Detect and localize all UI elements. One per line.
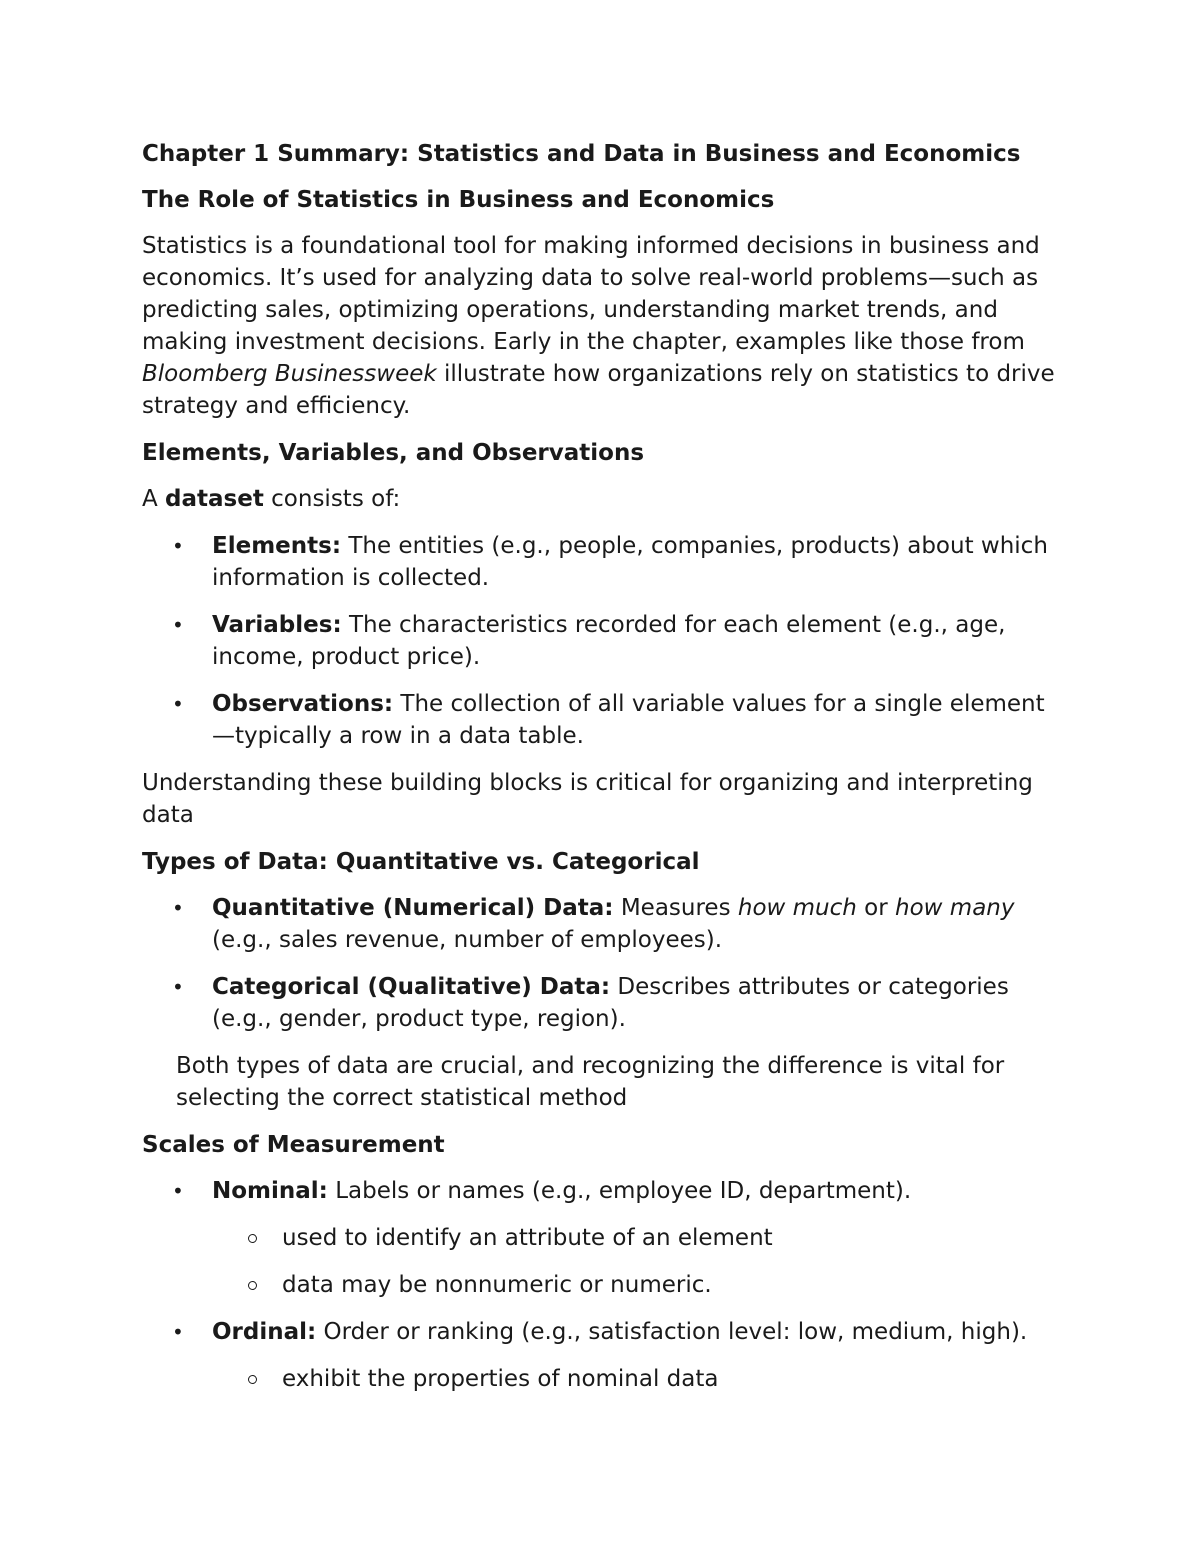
ordinal-sublist bbox=[212, 1363, 1062, 1395]
section-heading-types-of-data: Types of Data: Quantitative vs. Categorical bbox=[142, 849, 700, 875]
paragraph-building-blocks: Understanding these building blocks is critical for organizing and interpreting data bbox=[142, 770, 1033, 828]
paragraph-both-types: Both types of data are crucial, and recognizing the difference is vital for selecting the correct statistical method bbox=[176, 1053, 1005, 1111]
list-item: • Quantitative (Numerical) Data: Measures how much or how many (e.g., sales revenue, number of employees). bbox=[142, 892, 1062, 956]
sub-list-item: exhibit the properties of nominal data bbox=[212, 1363, 1062, 1395]
sub-list-item: used to identify an attribute of an element bbox=[212, 1222, 1062, 1254]
list-item: • Categorical (Qualitative) Data: Describes attributes or categories (e.g., gender, product type, region). bbox=[142, 971, 1062, 1035]
document-page bbox=[142, 138, 1062, 1410]
section-heading-scales: Scales of Measurement bbox=[142, 1132, 445, 1158]
section-heading-elements: Elements, Variables, and Observations bbox=[142, 440, 645, 466]
list-item: • Variables: The characteristics recorded for each element (e.g., age, income, product price). bbox=[142, 609, 1062, 673]
circle-bullet-icon bbox=[248, 1375, 257, 1384]
publication-name: Bloomberg Businessweek bbox=[142, 361, 437, 387]
data-types-list bbox=[142, 892, 1062, 1035]
dataset-components-list bbox=[142, 530, 1062, 752]
list-item: • Ordinal: Order or ranking (e.g., satisfaction level: low, medium, high). exhibit the properties of nominal data bbox=[142, 1316, 1062, 1395]
list-item: • Observations: The collection of all variable values for a single element—typically a row in a data table. bbox=[142, 688, 1062, 752]
circle-bullet-icon bbox=[248, 1234, 257, 1243]
scales-list bbox=[142, 1175, 1062, 1395]
bullet-icon: • bbox=[172, 692, 184, 716]
bullet-icon: • bbox=[172, 975, 184, 999]
nominal-sublist bbox=[212, 1222, 1062, 1301]
list-item: • Nominal: Labels or names (e.g., employee ID, department). used to identify an attribute of an element data may be nonnumeric or numeric. bbox=[142, 1175, 1062, 1301]
bullet-icon: • bbox=[172, 613, 184, 637]
document-title: Chapter 1 Summary: Statistics and Data in Business and Economics bbox=[142, 141, 1021, 167]
list-item: • Elements: The entities (e.g., people, companies, products) about which information is collected. bbox=[142, 530, 1062, 594]
paragraph-role-of-statistics: Statistics is a foundational tool for making informed decisions in business and economics. It’s used for analyzing data to solve real-world problems—such as predicting sales, optimizing operations, understanding market trends, and making investment decisions. Early in the chapter, examples like those from Bloomberg Businessweek illustrate how organizations rely on statistics to drive strategy and efficiency. bbox=[142, 233, 1055, 419]
bullet-icon: • bbox=[172, 1179, 184, 1203]
bullet-icon: • bbox=[172, 534, 184, 558]
bullet-icon: • bbox=[172, 896, 184, 920]
dataset-intro: A dataset consists of: bbox=[142, 486, 401, 512]
section-heading-role-of-statistics: The Role of Statistics in Business and Economics bbox=[142, 187, 775, 213]
sub-list-item: data may be nonnumeric or numeric. bbox=[212, 1269, 1062, 1301]
bullet-icon: • bbox=[172, 1320, 184, 1344]
circle-bullet-icon bbox=[248, 1281, 257, 1290]
